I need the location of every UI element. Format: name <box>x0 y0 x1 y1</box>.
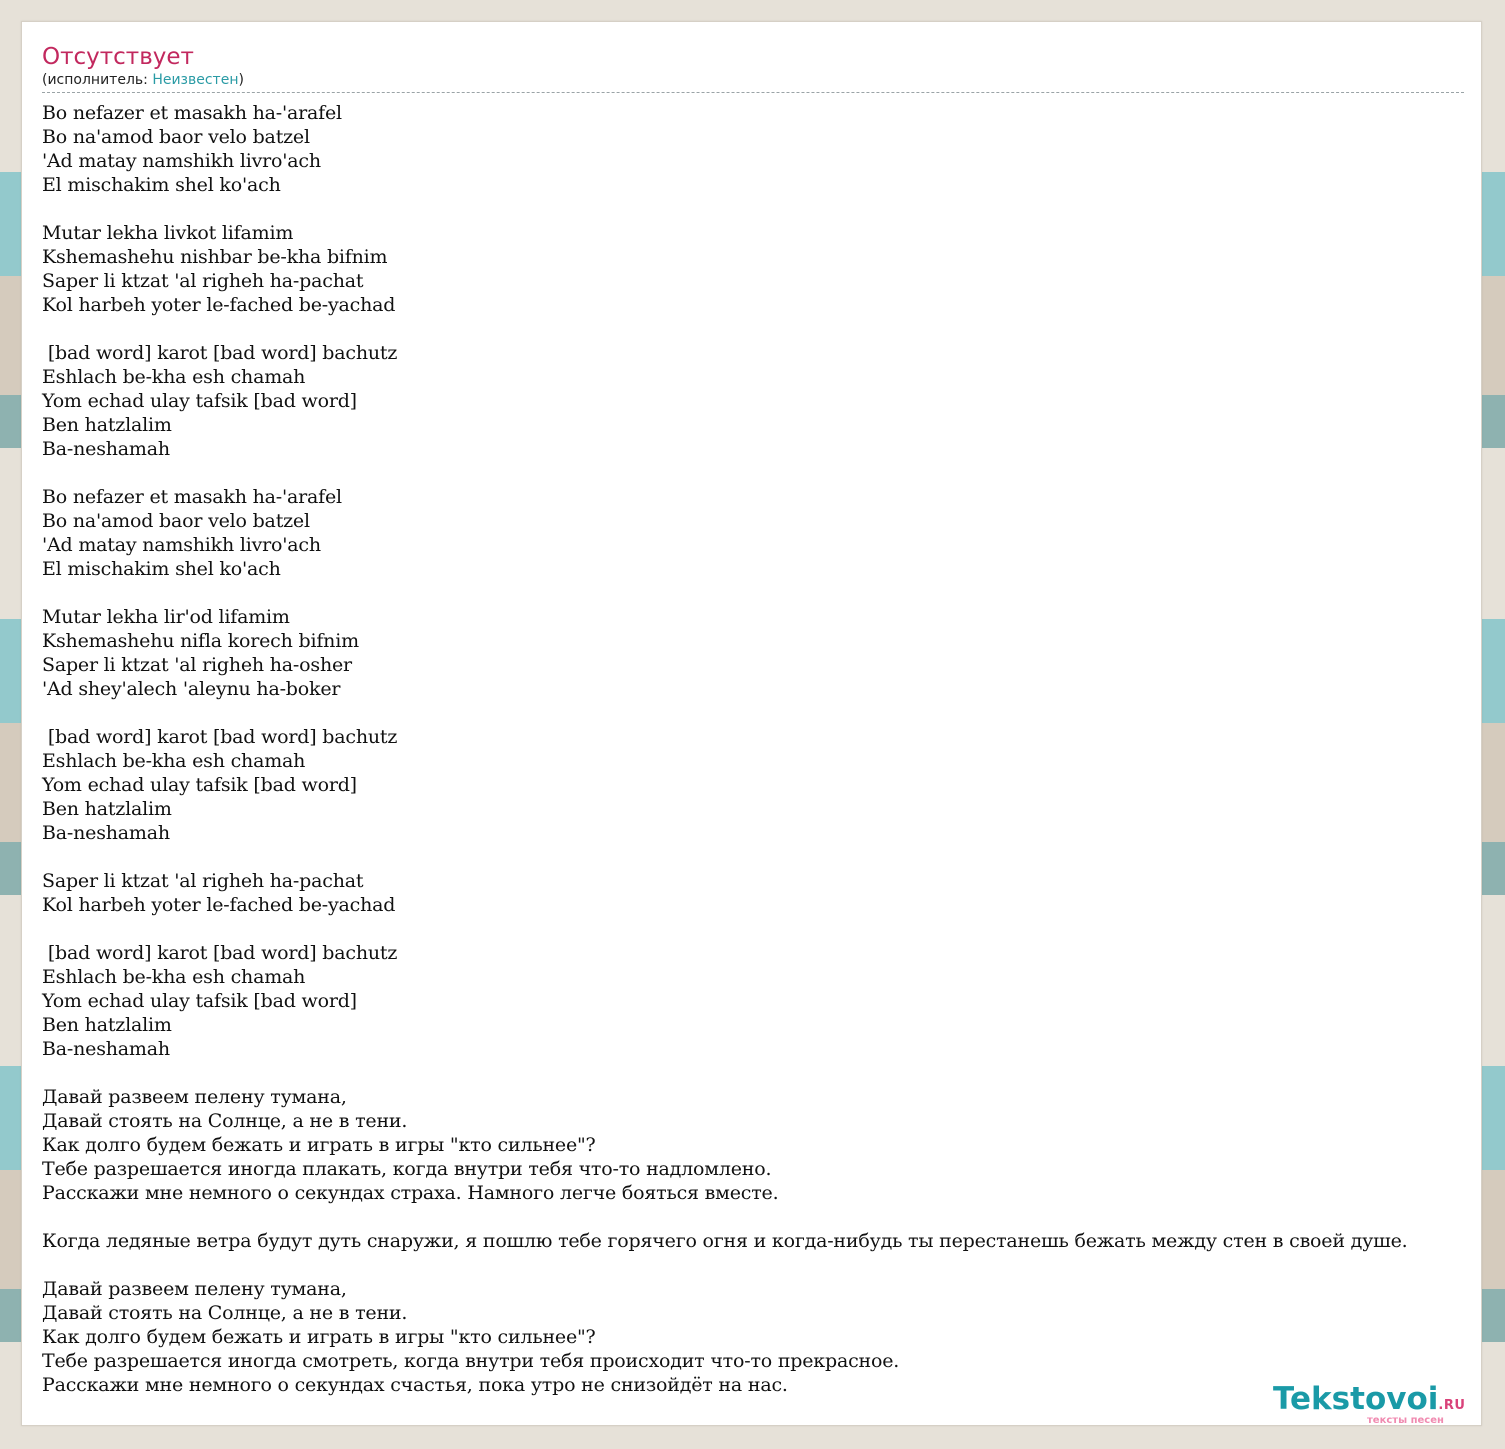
stanza-break <box>42 1205 1407 1229</box>
stanza-break <box>42 701 1407 725</box>
lyric-line: Eshlach be-kha esh chamah <box>42 366 306 388</box>
lyric-line: Давай стоять на Солнце, а не в тени. <box>42 1110 408 1132</box>
stanza-break <box>42 581 1407 605</box>
lyric-line: El mischakim shel ko'ach <box>42 558 281 580</box>
lyric-line: [bad word] karot [bad word] bachutz <box>42 942 398 964</box>
lyric-line: Yom echad ulay tafsik [bad word] <box>42 774 357 796</box>
lyric-line: Тебе разрешается иногда плакать, когда внутри тебя что-то надломлено. <box>42 1158 772 1180</box>
stanza-break <box>42 461 1407 485</box>
lyric-line: Bo na'amod baor velo batzel <box>42 126 310 148</box>
lyric-line: Ba-neshamah <box>42 822 170 844</box>
lyric-line: Ben hatzlalim <box>42 414 172 436</box>
artist-line <box>42 71 1464 89</box>
stanza-break <box>42 845 1407 869</box>
stanza-break <box>42 917 1407 941</box>
lyric-line: Bo na'amod baor velo batzel <box>42 510 310 532</box>
lyric-line: Давай развеем пелену тумана, <box>42 1086 347 1108</box>
stanza-break <box>42 197 1407 221</box>
lyric-line: Давай стоять на Солнце, а не в тени. <box>42 1302 408 1324</box>
lyric-line: Eshlach be-kha esh chamah <box>42 966 306 988</box>
lyric-line: Когда ледяные ветра будут дуть снаружи, я пошлю тебе горячего огня и когда-нибудь ты перестанешь бежать между стен в своей душе. <box>42 1230 1408 1252</box>
logo-main-text: Tekstovoi <box>1273 1381 1439 1417</box>
lyric-line: Yom echad ulay tafsik [bad word] <box>42 990 357 1012</box>
lyric-line: Saper li ktzat 'al righeh ha-pachat <box>42 270 364 292</box>
artist-link[interactable]: Неизвестен <box>152 72 239 88</box>
lyric-line: Расскажи мне немного о секундах страха. Намного легче бояться вместе. <box>42 1182 779 1204</box>
lyric-line: Eshlach be-kha esh chamah <box>42 750 306 772</box>
lyric-line: 'Ad matay namshikh livro'ach <box>42 534 321 556</box>
artist-prefix: (исполнитель: <box>42 72 153 88</box>
lyric-line: Тебе разрешается иногда смотреть, когда внутри тебя происходит что-то прекрасное. <box>42 1350 900 1372</box>
lyric-line: Kol harbeh yoter le-fached be-yachad <box>42 294 396 316</box>
lyric-line: Ba-neshamah <box>42 1038 170 1060</box>
lyric-line: Kol harbeh yoter le-fached be-yachad <box>42 894 396 916</box>
song-header <box>42 43 1464 93</box>
lyric-line: Bo nefazer et masakh ha-'arafel <box>42 102 342 124</box>
lyrics-text <box>42 101 1407 1397</box>
lyric-line: Bo nefazer et masakh ha-'arafel <box>42 486 342 508</box>
stanza-break <box>42 1061 1407 1085</box>
lyric-line: Ben hatzlalim <box>42 1014 172 1036</box>
lyric-line: Kshemashehu nifla korech bifnim <box>42 630 359 652</box>
lyric-line: 'Ad matay namshikh livro'ach <box>42 150 321 172</box>
site-logo[interactable] <box>1273 1381 1483 1427</box>
lyric-line: Kshemashehu nishbar be-kha bifnim <box>42 246 388 268</box>
logo-subtitle: тексты песен <box>1367 1415 1444 1426</box>
lyric-line: Ba-neshamah <box>42 438 170 460</box>
song-title: Отсутствует <box>42 44 194 70</box>
lyric-line: [bad word] karot [bad word] bachutz <box>42 726 398 748</box>
lyric-line: Saper li ktzat 'al righeh ha-pachat <box>42 870 364 892</box>
lyric-line: Давай развеем пелену тумана, <box>42 1278 347 1300</box>
lyric-line: Как долго будем бежать и играть в игры "кто сильнее"? <box>42 1326 596 1348</box>
artist-suffix: ) <box>238 72 244 88</box>
stanza-break <box>42 317 1407 341</box>
lyric-line: Ben hatzlalim <box>42 798 172 820</box>
lyric-line: Mutar lekha lir'od lifamim <box>42 606 290 628</box>
lyric-line: Saper li ktzat 'al righeh ha-osher <box>42 654 352 676</box>
lyric-line: [bad word] karot [bad word] bachutz <box>42 342 398 364</box>
lyric-line: Mutar lekha livkot lifamim <box>42 222 294 244</box>
lyric-line: 'Ad shey'alech 'aleynu ha-boker <box>42 678 341 700</box>
lyric-line: Yom echad ulay tafsik [bad word] <box>42 390 357 412</box>
logo-tld: .RU <box>1438 1398 1466 1413</box>
stanza-break <box>42 1253 1407 1277</box>
lyric-line: El mischakim shel ko'ach <box>42 174 281 196</box>
lyric-line: Расскажи мне немного о секундах счастья, пока утро не снизойдёт на нас. <box>42 1374 788 1396</box>
lyric-line: Как долго будем бежать и играть в игры "кто сильнее"? <box>42 1134 596 1156</box>
